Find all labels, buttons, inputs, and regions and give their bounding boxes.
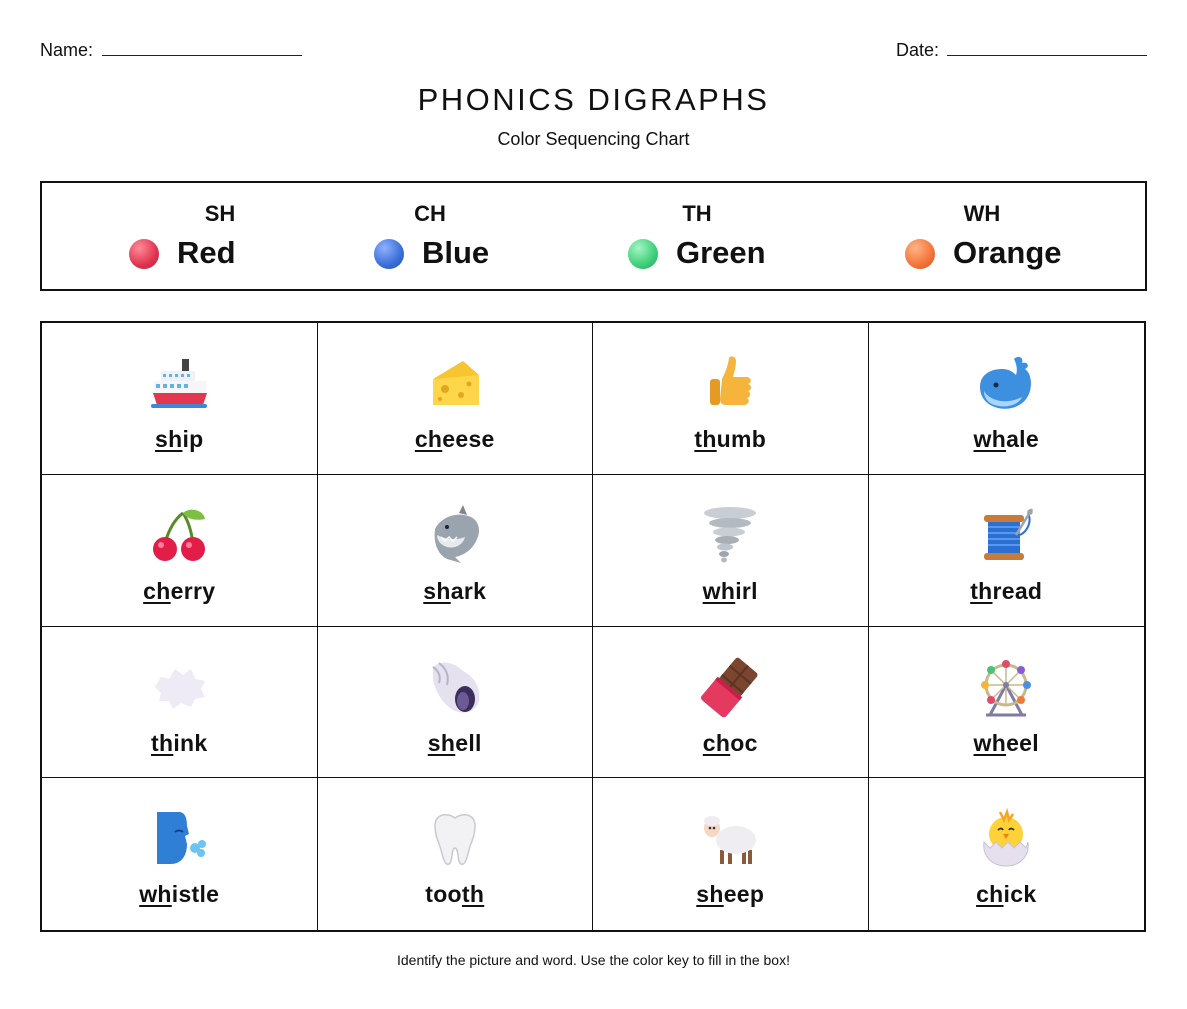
key-digraph: SH <box>204 201 236 226</box>
word-card[interactable] <box>869 627 1145 779</box>
ferris-wheel-icon <box>976 657 1036 717</box>
key-digraph: WH <box>963 201 1001 226</box>
card-word: whistle <box>139 881 220 908</box>
blue-dot-icon <box>374 239 404 269</box>
date-label: Date: <box>896 40 940 60</box>
key-digraph: TH <box>682 201 712 226</box>
tooth-icon <box>425 808 485 868</box>
color-key-item <box>896 183 1096 289</box>
name-label: Name: <box>40 40 94 60</box>
red-dot-icon <box>129 239 159 269</box>
key-color-name: Orange <box>953 235 1062 270</box>
green-dot-icon <box>628 239 658 269</box>
card-word: think <box>151 729 208 756</box>
word-card[interactable] <box>869 778 1145 930</box>
word-card[interactable] <box>42 323 318 475</box>
shell-icon <box>425 657 485 717</box>
card-word: wheel <box>973 729 1039 756</box>
card-word: chick <box>976 881 1037 908</box>
card-word: sheep <box>696 881 765 908</box>
key-digraph: CH <box>414 201 446 226</box>
color-key-item <box>120 183 320 289</box>
chick-icon <box>976 808 1036 868</box>
word-card[interactable] <box>42 778 318 930</box>
thumbs-up-icon <box>700 353 760 413</box>
color-key <box>40 181 1147 291</box>
ship-icon <box>149 353 209 413</box>
key-color-name: Blue <box>422 235 490 270</box>
word-card[interactable] <box>318 323 594 475</box>
word-card[interactable] <box>869 475 1145 627</box>
word-card[interactable] <box>318 778 594 930</box>
sheep-icon <box>700 808 760 868</box>
card-word: shark <box>423 577 487 604</box>
footer-instructions: Identify the picture and word. Use the color key to fill in the box! <box>397 952 790 968</box>
word-card[interactable] <box>42 627 318 779</box>
word-card[interactable] <box>593 475 869 627</box>
word-card[interactable] <box>593 323 869 475</box>
card-word: cheese <box>414 426 495 452</box>
blowing-face-icon <box>149 808 209 868</box>
shark-icon <box>425 505 485 565</box>
word-card[interactable] <box>318 627 594 779</box>
word-card[interactable] <box>869 323 1145 475</box>
page-subtitle: Color Sequencing Chart <box>497 129 690 149</box>
tornado-icon <box>700 505 760 565</box>
card-word: choc <box>702 729 758 756</box>
word-card[interactable] <box>42 475 318 627</box>
key-color-name: Red <box>177 235 236 270</box>
card-word: thumb <box>694 426 767 452</box>
card-word: cherry <box>143 577 216 604</box>
word-card[interactable] <box>318 475 594 627</box>
card-word: tooth <box>425 881 485 908</box>
word-grid <box>40 321 1146 932</box>
cheese-icon <box>425 353 485 413</box>
orange-dot-icon <box>905 239 935 269</box>
thread-spool-icon <box>976 505 1036 565</box>
card-word: ship <box>155 426 204 452</box>
date-field[interactable] <box>947 55 1147 56</box>
page-title: PHONICS DIGRAPHS <box>417 82 770 117</box>
card-word: shell <box>427 729 482 756</box>
cherry-icon <box>149 505 209 565</box>
color-key-item <box>365 183 565 289</box>
chocolate-icon <box>700 657 760 717</box>
key-color-name: Green <box>676 235 766 270</box>
thought-bubble-icon <box>149 657 209 717</box>
word-card[interactable] <box>593 627 869 779</box>
card-word: whale <box>973 426 1039 452</box>
card-word: thread <box>970 577 1043 604</box>
word-card[interactable] <box>593 778 869 930</box>
card-word: whirl <box>702 577 758 604</box>
whale-icon <box>976 353 1036 413</box>
color-key-item <box>619 183 819 289</box>
name-field[interactable] <box>102 55 302 56</box>
